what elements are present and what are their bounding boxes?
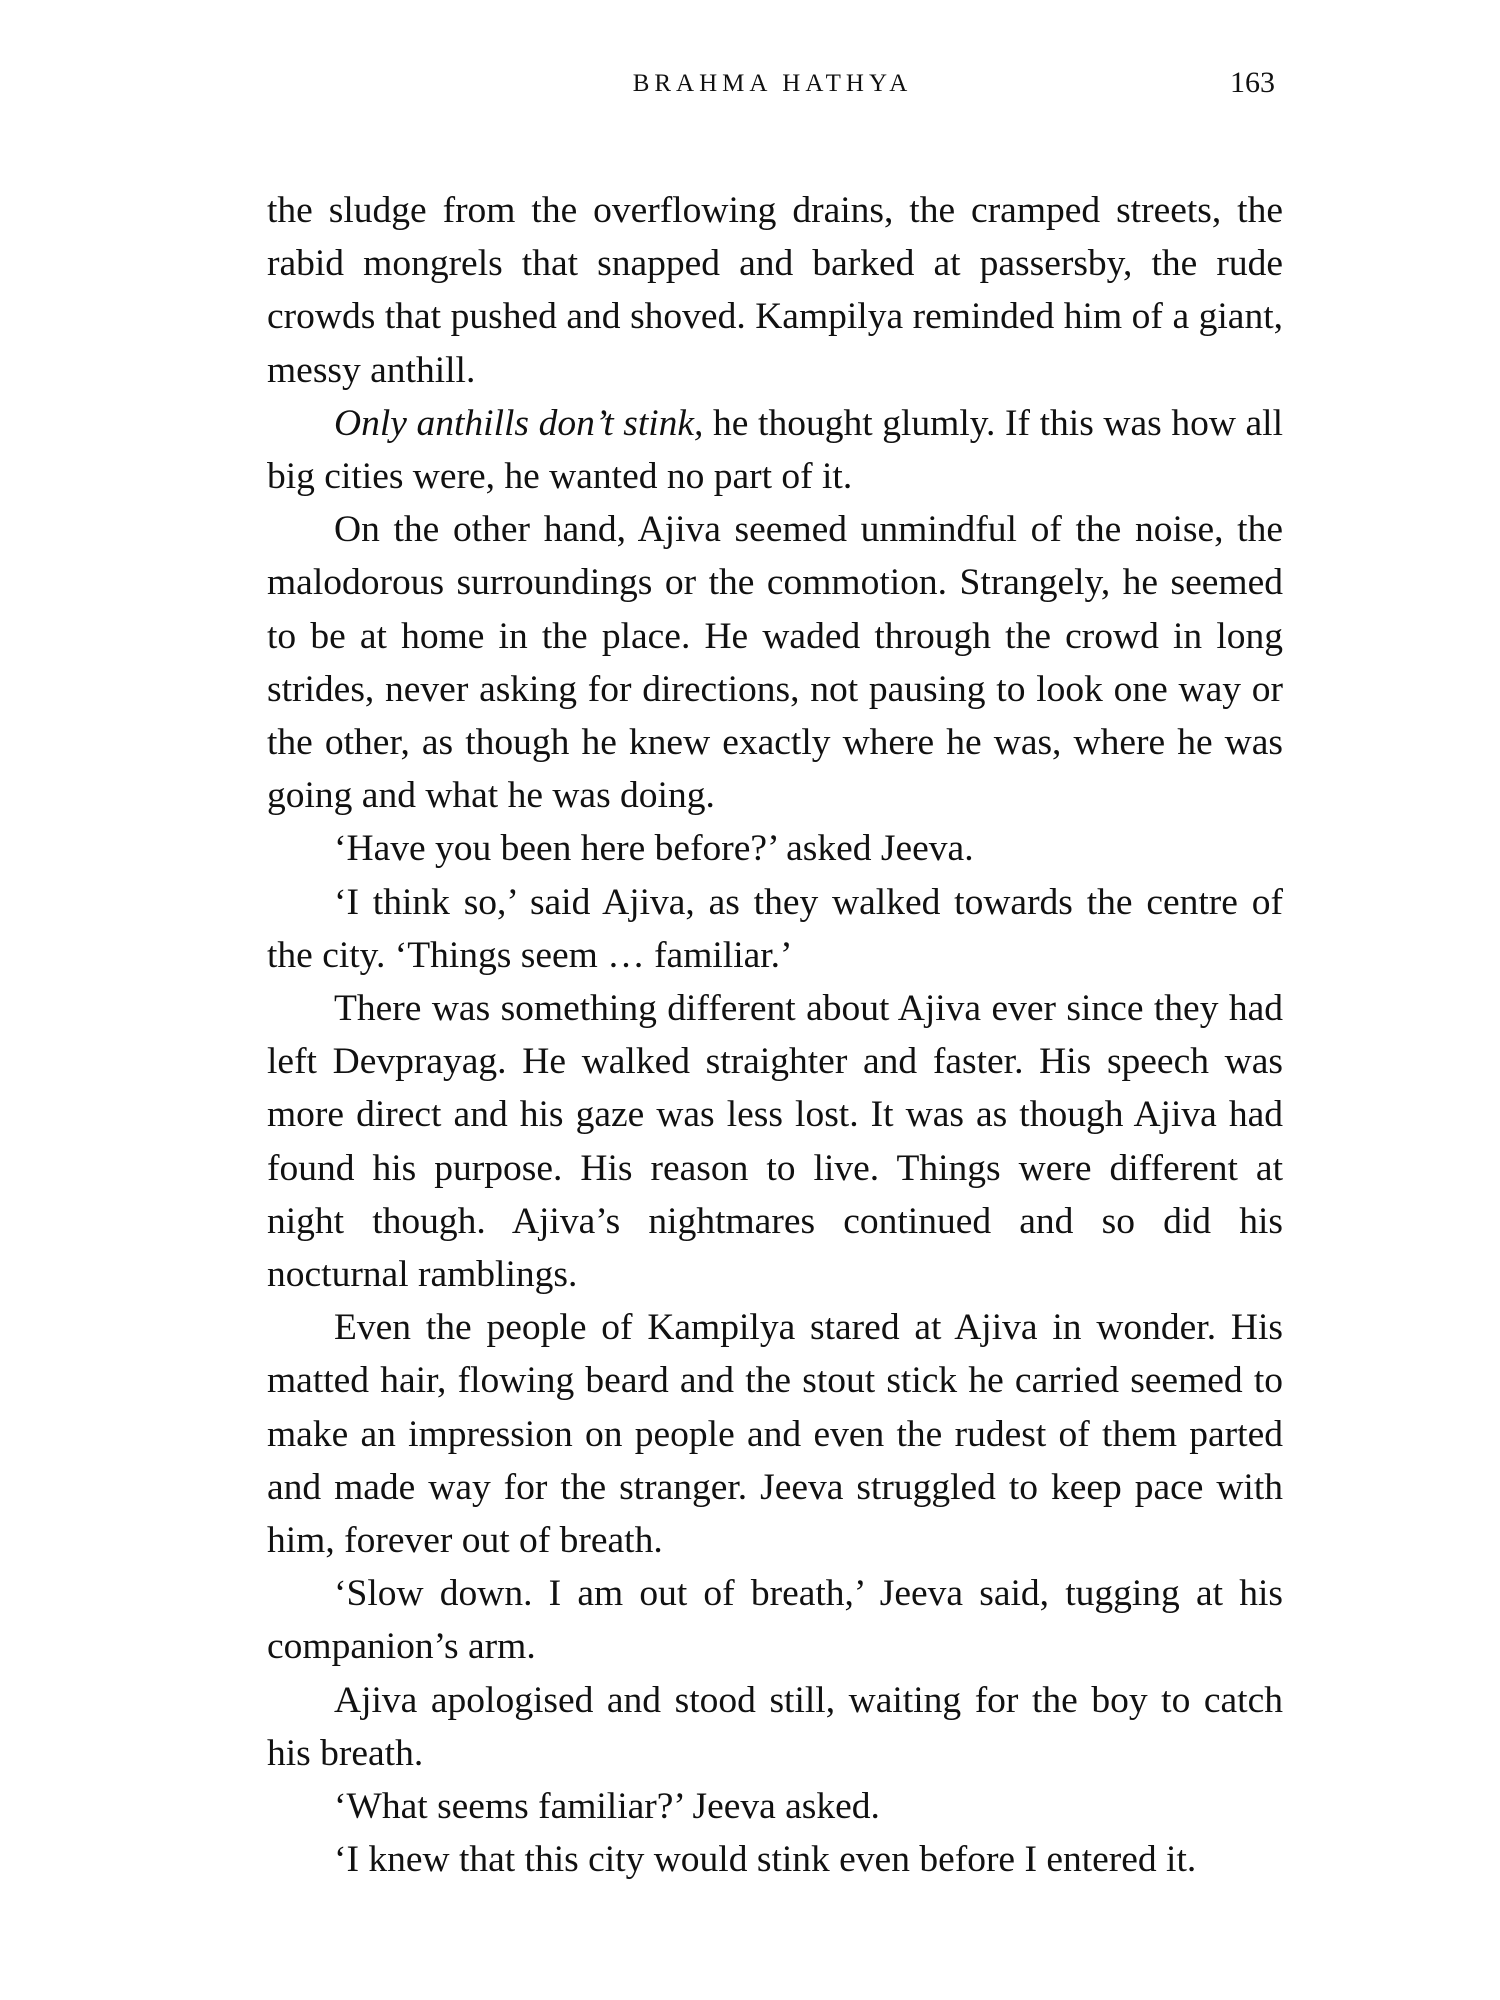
paragraph-text: ‘I think so,’ said Ajiva, as they walked towards the centre of the city. ‘Things seem … familiar.’: [267, 881, 1283, 976]
page-header: [270, 66, 1275, 106]
paragraph: [267, 397, 1283, 503]
paragraph-text: ‘Slow down. I am out of breath,’ Jeeva said, tugging at his companion’s arm.: [267, 1573, 1283, 1668]
paragraph: [267, 982, 1283, 1301]
paragraph: [267, 1674, 1283, 1780]
paragraph: [267, 503, 1283, 822]
paragraph: [267, 1780, 1283, 1833]
page-number: 163: [1230, 66, 1275, 99]
paragraph-text: Ajiva apologised and stood still, waiting for the boy to catch his breath.: [267, 1679, 1283, 1774]
paragraph-text: ‘Have you been here before?’ asked Jeeva.: [334, 828, 974, 870]
paragraph: [267, 184, 1283, 397]
paragraph: [267, 1301, 1283, 1567]
paragraph-text: ‘What seems familiar?’ Jeeva asked.: [334, 1786, 880, 1828]
paragraph-text: On the other hand, Ajiva seemed unmindful of the noise, the malodorous surroundings or the commotion. Strangely, he seemed to be at home in the place. He waded through the crowd in long strides, never asking for directions, not pausing to look one way or the other, as though he knew exactly where he was, where he was going and what he was doing.: [267, 509, 1283, 817]
paragraph-text: ‘I knew that this city would stink even before I entered it.: [334, 1839, 1197, 1881]
body-text: [267, 184, 1283, 1887]
running-title: BRAHMA HATHYA: [632, 70, 913, 97]
paragraph-text: Even the people of Kampilya stared at Ajiva in wonder. His matted hair, flowing beard and the stout stick he carried seemed to make an impression on people and even the rudest of them parted and made way for the stranger. Jeeva struggled to keep pace with him, forever out of breath.: [267, 1307, 1283, 1562]
paragraph: [267, 1833, 1283, 1886]
paragraph-text: the sludge from the overflowing drains, the cramped streets, the rabid mongrels that snapped and barked at passersby, the rude crowds that pushed and shoved. Kampilya reminded him of a giant, messy anthill.: [267, 190, 1283, 391]
italic-thought: Only anthills don’t stink,: [334, 402, 704, 444]
paragraph-text: There was something different about Ajiva ever since they had left Devprayag. He walked straighter and faster. His speech was more direct and his gaze was less lost. It was as though Ajiva had found his purpose. His reason to live. Things were different at night though. Ajiva’s nightmares continued and so did his nocturnal ramblings.: [267, 988, 1283, 1296]
paragraph: [267, 876, 1283, 982]
paragraph-text: he thought glumly. If this was how all big cities were, he wanted no part of it.: [267, 402, 1283, 498]
paragraph: [267, 1567, 1283, 1673]
paragraph: [267, 822, 1283, 875]
